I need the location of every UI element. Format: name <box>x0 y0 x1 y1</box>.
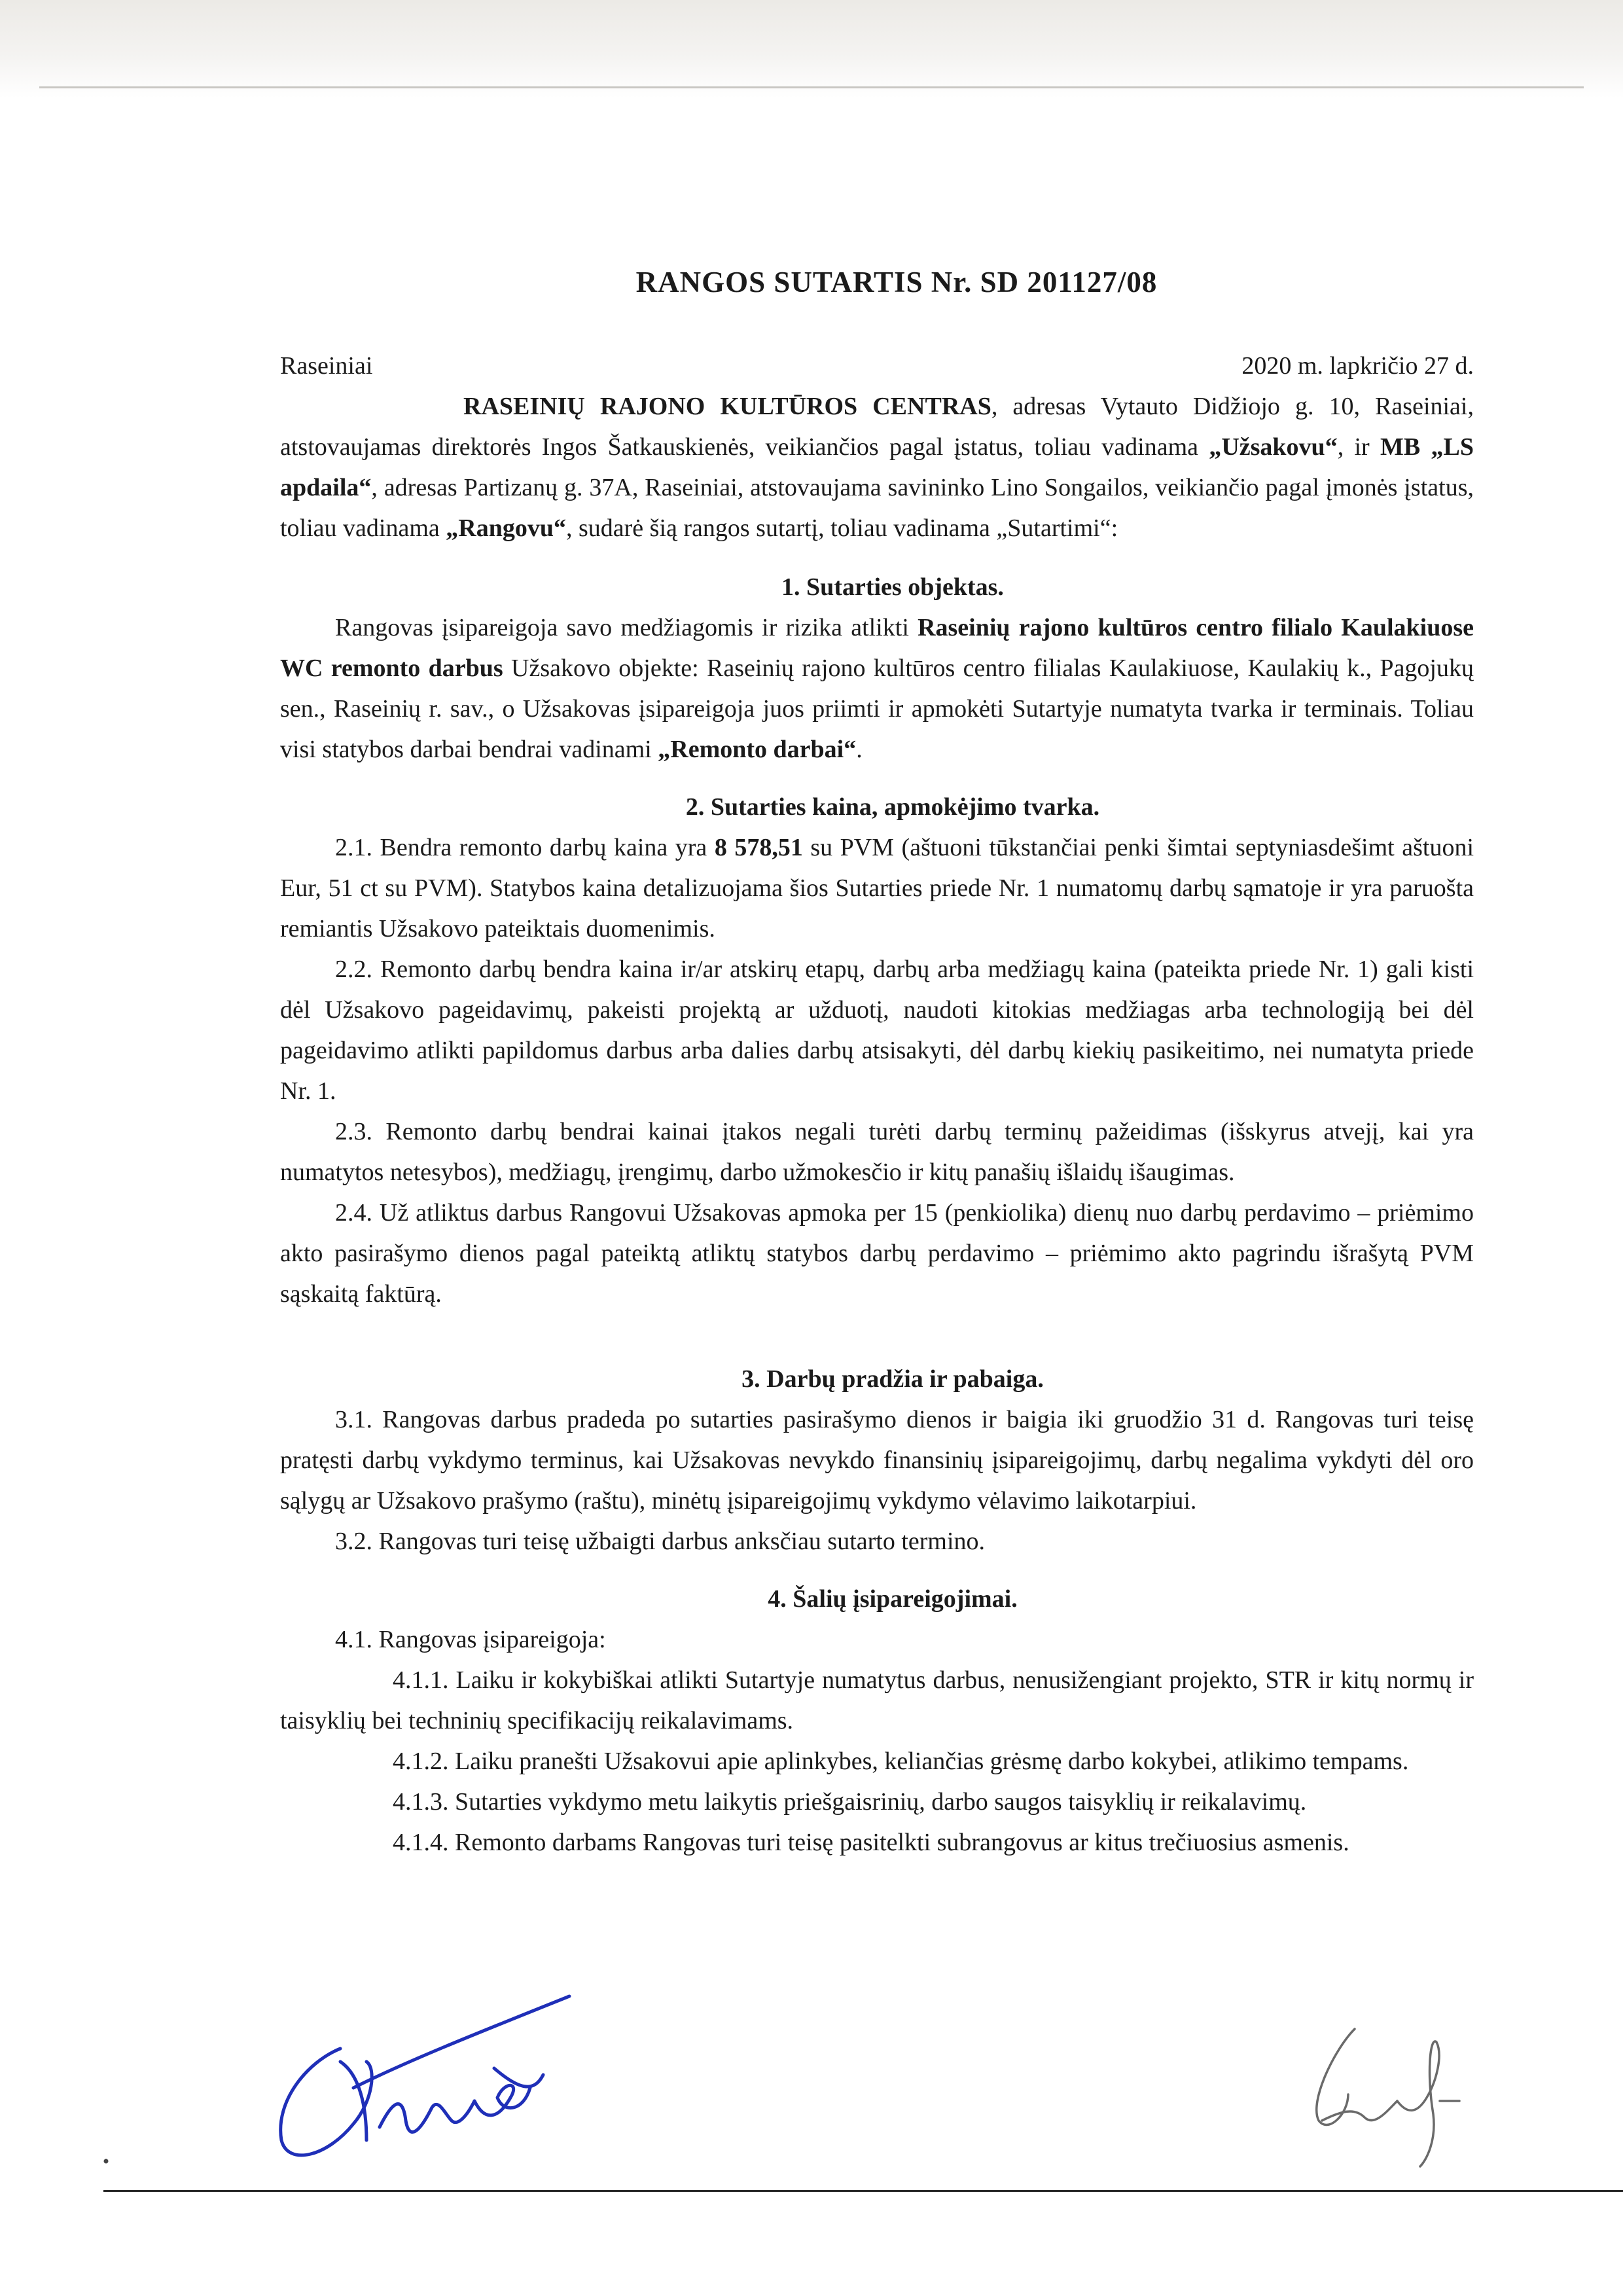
bottom-rule <box>103 2190 1623 2192</box>
customer-name: RASEINIŲ RAJONO KULTŪROS CENTRAS <box>463 393 991 420</box>
clause-2-1: 2.1. Bendra remonto darbų kaina yra 8 578,51 su PVM (aštuoni tūkstančiai penki šimtai septyniasdešimt aštuoni Eur, 51 ct su PVM). Statybos kaina detalizuojama šios Sutarties priede Nr. 1 numatomų darbų sąmatoje ir yra paruošta remiantis Užsakovo pateiktais duomenimis. <box>280 834 1474 942</box>
signature-customer <box>281 1996 569 2155</box>
contract-date: 2020 m. lapkričio 27 d. <box>1241 352 1474 380</box>
works-alias: „Remonto darbai“ <box>658 736 857 763</box>
clause-4-1-3: 4.1.3. Sutarties vykdymo metu laikytis priešgaisrinių, darbo saugos taisyklių ir reikalavimų. <box>393 1788 1307 1816</box>
place-date-row <box>280 346 1474 386</box>
contractor-name: MB „LS apdaila“ <box>280 433 1474 501</box>
section-2-heading: 2. Sutarties kaina, apmokėjimo tvarka. <box>685 793 1100 821</box>
section-4-heading: 4. Šalių įsipareigojimai. <box>768 1585 1018 1613</box>
contract-page <box>280 262 1474 1863</box>
clause-3-1: 3.1. Rangovas darbus pradeda po sutarties pasirašymo dienos ir baigia iki gruodžio 31 d. Rangovas turi teisę pratęsti darbų vykdymo terminus, kai Užsakovas nevykdo finansinių įsipareigojimų, darbų negalima vykdyti dėl oro sąlygų ar Užsakovo prašymo (raštu), minėtų įsipareigojimų vykdymo vėlavimo laikotarpiui. <box>280 1406 1474 1515</box>
contract-price: 8 578,51 <box>714 834 803 861</box>
clause-4-1-1: 4.1.1. Laiku ir kokybiškai atlikti Sutartyje numatytus darbus, nenusižengiant projekto, STR ir kitų normų ir taisyklių bei techninių specifikacijų reikalavimams. <box>280 1666 1474 1734</box>
contractor-alias: „Rangovu“ <box>446 514 566 542</box>
customer-alias: „Užsakovu“ <box>1209 433 1338 461</box>
clause-4-1: 4.1. Rangovas įsipareigoja: <box>335 1626 606 1653</box>
work-name: Raseinių rajono kultūros centro filialo Kaulakiuose WC remonto darbus <box>280 614 1474 682</box>
ink-speck <box>104 2159 109 2164</box>
place: Raseiniai <box>280 352 373 380</box>
clause-2-4: 2.4. Už atliktus darbus Rangovui Užsakovas apmoka per 15 (penkiolika) dienų nuo darbų perdavimo – priėmimo akto pasirašymo dienos pagal pateiktą atliktų statybos darbų perdavimo – priėmimo akto pagrindu išrašytą PVM sąskaitą faktūrą. <box>280 1199 1474 1308</box>
scan-edge-line <box>39 86 1584 88</box>
section-1-heading: 1. Sutarties objektas. <box>781 573 1004 601</box>
clause-2-3: 2.3. Remonto darbų bendrai kainai įtakos negali turėti darbų terminų pažeidimas (išskyrus atvejį, kai yra numatytos netesybos), medžiagų, įrengimų, darbo užmokesčio ir kitų panašių išlaidų išaugimas. <box>280 1118 1474 1186</box>
clause-2-2: 2.2. Remonto darbų bendra kaina ir/ar atskirų etapų, darbų arba medžiagų kaina (pateikta priede Nr. 1) gali kisti dėl Užsakovo pageidavimų, pakeisti projektą ar užduotį, naudoti kitokias medžiagas arba technologiją bei dėl pageidavimo atlikti papildomus darbus arba dalies darbų atsisakyti, dėl darbų kiekių pasikeitimo, nei numatyta priede Nr. 1. <box>280 956 1474 1105</box>
section-3-heading: 3. Darbų pradžia ir pabaiga. <box>741 1365 1044 1393</box>
document-title: RANGOS SUTARTIS Nr. SD 201127/08 <box>635 266 1158 298</box>
parties-paragraph: RASEINIŲ RAJONO KULTŪROS CENTRAS, adresas Vytauto Didžiojo g. 10, Raseiniai, atstovaujamas direktorės Ingos Šatkauskienės, veikiančios pagal įstatus, toliau vadinama „Užsakovu“, ir MB „LS apdaila“, adresas Partizanų g. 37A, Raseiniai, atstovaujama savininko Lino Songailos, veikiančio pagal įmonės įstatus, toliau vadinama „Rangovu“, sudarė šią rangos sutartį, toliau vadinama „Sutartimi“: <box>280 393 1474 542</box>
section-1-text: Rangovas įsipareigoja savo medžiagomis ir rizika atlikti Raseinių rajono kultūros centro filialo Kaulakiuose WC remonto darbus Užsakovo objekte: Raseinių rajono kultūros centro filialas Kaulakiuose, Kaulakių k., Pagojukų sen., Raseinių r. sav., o Užsakovas įsipareigoja juos priimti ir apmokėti Sutartyje numatyta tvarka ir terminais. Toliau visi statybos darbai bendrai vadinami „Remonto darbai“. <box>280 614 1474 763</box>
clause-4-1-2: 4.1.2. Laiku pranešti Užsakovui apie aplinkybes, keliančias grėsmę darbo kokybei, atlikimo tempams. <box>393 1748 1409 1775</box>
clause-3-2: 3.2. Rangovas turi teisę užbaigti darbus anksčiau sutarto termino. <box>335 1528 986 1555</box>
signature-contractor <box>1317 2029 1459 2166</box>
scan-border-top <box>0 0 1623 98</box>
signature-area <box>0 1990 1623 2199</box>
clause-4-1-4: 4.1.4. Remonto darbams Rangovas turi teisę pasitelkti subrangovus ar kitus trečiuosius asmenis. <box>393 1829 1349 1856</box>
